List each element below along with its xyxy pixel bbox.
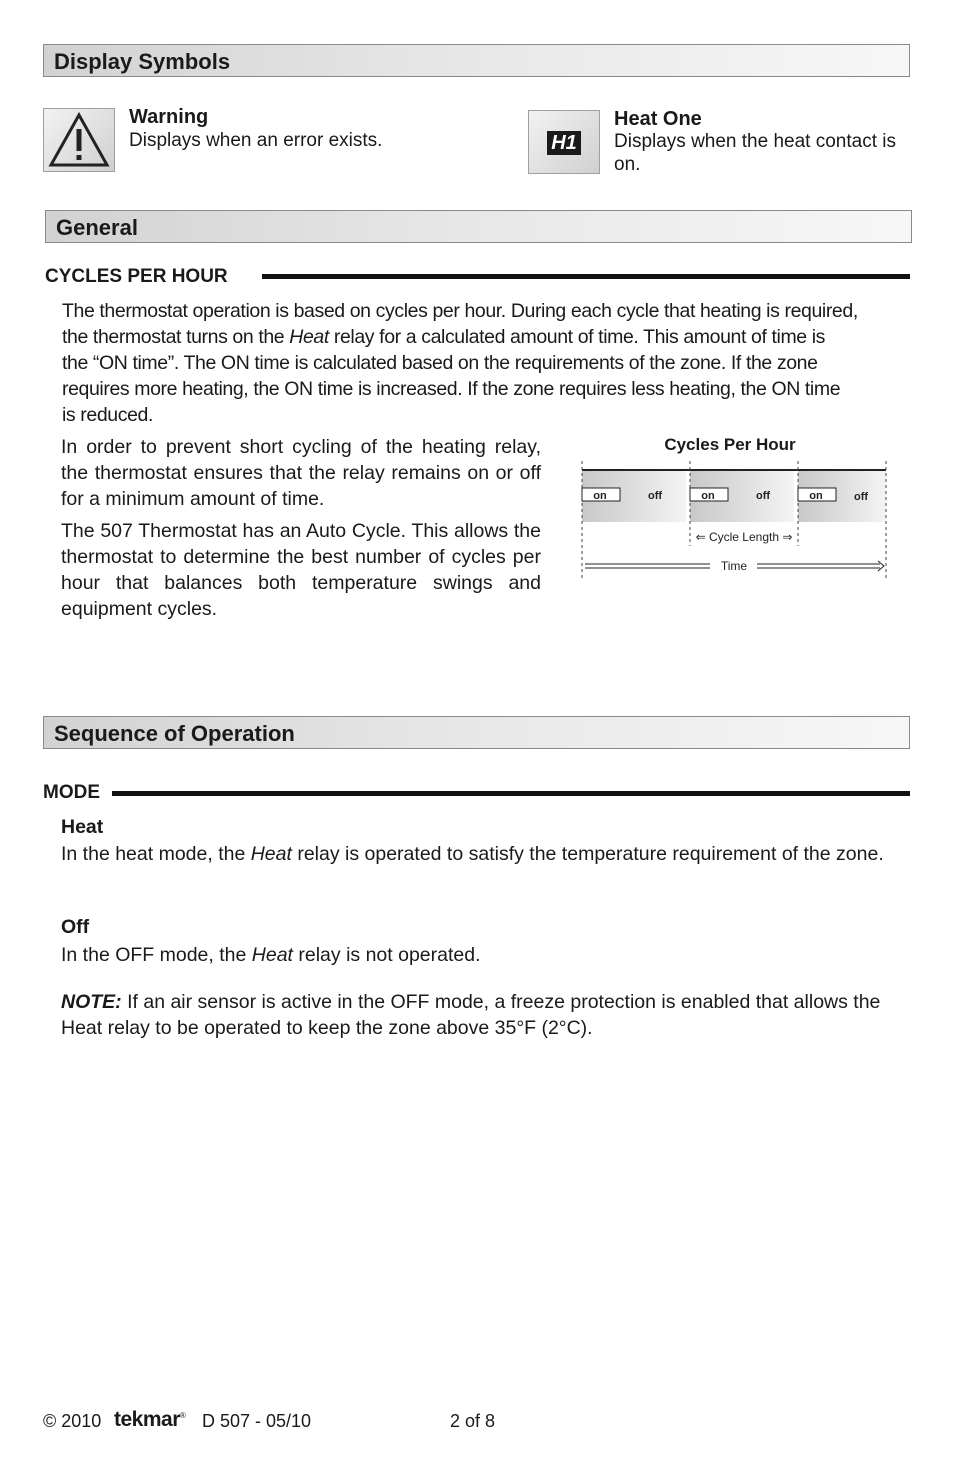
warning-description: Displays when an error exists. <box>129 130 383 151</box>
heat-mode-text: In the heat mode, the Heat relay is operated to satisfy the temperature requirement of the zone. <box>61 843 884 865</box>
sequence-header-bar <box>43 716 910 749</box>
warning-symbol-box <box>43 108 115 172</box>
cycles-per-hour-rule <box>262 274 910 279</box>
general-header-bar <box>45 210 912 243</box>
heat-one-title: Heat One <box>614 108 702 130</box>
warning-triangle-icon <box>44 109 114 171</box>
warning-title: Warning <box>129 106 209 128</box>
intro-line-1: The thermostat operation is based on cycles per hour. During each cycle that heating is required, <box>62 300 858 322</box>
off-label-1: off <box>647 490 663 502</box>
freeze-protection-note: NOTE: If an air sensor is active in the OFF mode, a freeze protection is enabled that allows the Heat relay to be operated to keep the zone above 35°F (2°C). <box>61 991 881 1039</box>
footer-doc-code: D 507 - 05/10 <box>202 1411 312 1431</box>
display-symbols-header-bar <box>43 44 910 77</box>
intro-line-4: requires more heating, the ON time is increased. If the zone requires less heating, the ON time <box>62 378 841 400</box>
on-label-1: on <box>593 490 607 502</box>
off-label-2: off <box>755 490 771 502</box>
time-arrow-head <box>878 561 884 571</box>
heat-one-symbol-box <box>528 110 600 174</box>
heat-mode-title: Heat <box>61 816 104 838</box>
time-label: Time <box>720 559 748 573</box>
note-label: NOTE: <box>61 991 122 1013</box>
intro-line-2: the thermostat turns on the Heat relay for a calculated amount of time. This amount of time is <box>62 326 826 348</box>
off-mode-title: Off <box>61 916 90 938</box>
mode-subheading: MODE <box>43 782 100 803</box>
footer-copyright: © 2010 <box>43 1411 102 1431</box>
off-mode-text: In the OFF mode, the Heat relay is not operated. <box>61 944 481 966</box>
auto-cycle-paragraph: The 507 Thermostat has an Auto Cycle. This allows the thermostat to determine the best number of cycles per hour that balances both temperature swings and equipment cycles. <box>61 520 541 620</box>
intro-line-3: the “ON time”. The ON time is calculated based on the requirements of the zone. If the zone <box>62 352 818 374</box>
general-heading: General <box>56 215 138 240</box>
off-label-3: off <box>853 491 869 503</box>
short-cycling-paragraph: In order to prevent short cycling of the heating relay, the thermostat ensures that the relay remains on or off for a minimum amount of time. <box>61 436 541 510</box>
intro-line-5: is reduced. <box>62 404 153 426</box>
cycles-per-hour-diagram <box>575 428 895 588</box>
footer-page-number: 2 of 8 <box>450 1411 496 1431</box>
heat-one-description: Displays when the heat contact is on. <box>614 131 896 175</box>
cycles-per-hour-subheading: CYCLES PER HOUR <box>45 266 228 287</box>
cycle-length-label: ⇐ Cycle Length ⇒ <box>695 530 793 544</box>
h1-badge-icon <box>547 131 581 155</box>
on-label-2: on <box>701 490 715 502</box>
h1-badge-text: H1 <box>551 132 577 154</box>
cycles-intro-paragraph <box>62 298 922 428</box>
mode-rule <box>112 791 910 796</box>
display-symbols-heading: Display Symbols <box>54 49 231 74</box>
diagram-title: Cycles Per Hour <box>664 435 796 454</box>
sequence-heading: Sequence of Operation <box>54 721 295 746</box>
tekmar-logo: tekmar® <box>114 1408 186 1431</box>
on-label-3: on <box>809 490 823 502</box>
